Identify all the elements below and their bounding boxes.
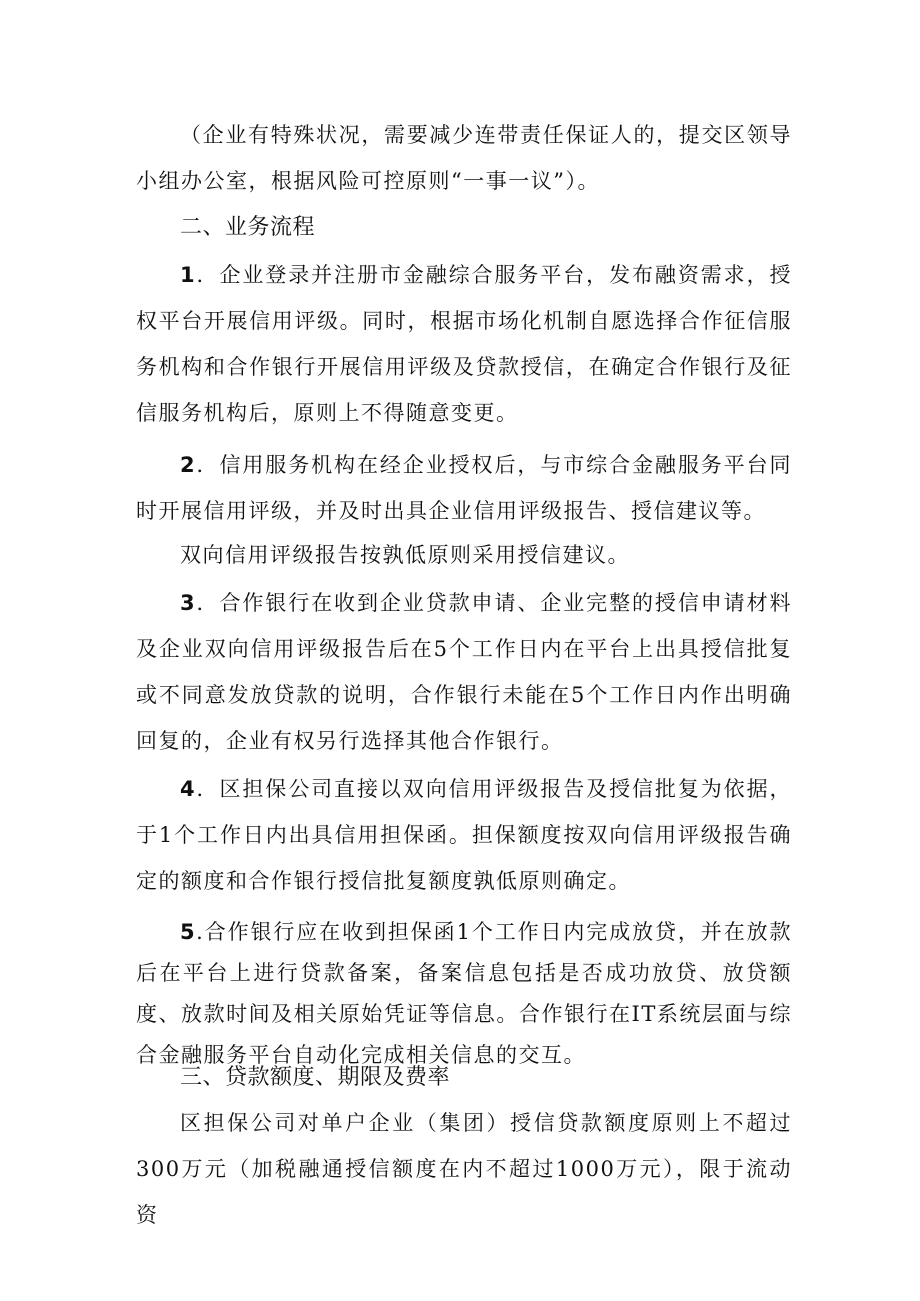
item-1-paragraph xyxy=(136,252,792,436)
section-3-paragraph: 区担保公司对单户企业（集团）授信贷款额度原则上不超过300万元（加税融通授信额度在内不超过1000万元），限于流动资 xyxy=(136,1111,792,1227)
item-4-paragraph xyxy=(136,766,792,904)
item-2-number: 2 xyxy=(180,453,197,477)
item-1-number: 1 xyxy=(180,263,197,287)
intro-paragraph: （企业有特殊状况，需要减少连带责任保证人的，提交区领导小组办公室，根据风险可控原则“一事一议”）。 xyxy=(136,123,792,193)
item-2-note: 双向信用评级报告按孰低原则采用授信建议。 xyxy=(180,543,630,567)
item-3-text: ．合作银行在收到企业贷款申请、企业完整的授信申请材料及企业双向信用评级报告后在5个工作日内在平台上出具授信批复或不同意发放贷款的说明，合作银行未能在5个工作日内作出明确回复的，企业有权另行选择其他合作银行。 xyxy=(136,591,792,753)
item-1-text: ．企业登录并注册市金融综合服务平台，发布融资需求，授权平台开展信用评级。同时，根据市场化机制自愿选择合作征信服务机构和合作银行开展信用评级及贷款授信，在确定合作银行及征信服务机构后，原则上不得随意变更。 xyxy=(136,263,792,425)
section-heading-business-process: 二、业务流程 xyxy=(180,215,316,240)
item-3-paragraph xyxy=(136,580,792,764)
item-2-text: ．信用服务机构在经企业授权后，与市综合金融服务平台同时开展信用评级，并及时出具企业信用评级报告、授信建议等。 xyxy=(136,453,792,523)
item-4-number: 4 xyxy=(180,777,197,801)
item-5-paragraph xyxy=(136,912,792,1076)
item-4-text: ．区担保公司直接以双向信用评级报告及授信批复为依据，于1个工作日内出具信用担保函。担保额度按双向信用评级报告确定的额度和合作银行授信批复额度孰低原则确定。 xyxy=(136,777,792,893)
item-5-number: 5 xyxy=(180,920,197,944)
item-2-paragraph xyxy=(136,442,792,534)
section-heading-loan-terms: 三、贷款额度、期限及费率 xyxy=(180,1065,451,1090)
item-5-text: .合作银行应在收到担保函1个工作日内完成放贷，并在放款后在平台上进行贷款备案，备案信息包括是否成功放贷、放贷额度、放款时间及相关原始凭证等信息。合作银行在IT系统层面与综合金融服务平台自动化完成相关信息的交互。 xyxy=(136,920,792,1067)
item-3-number: 3 xyxy=(180,591,197,615)
